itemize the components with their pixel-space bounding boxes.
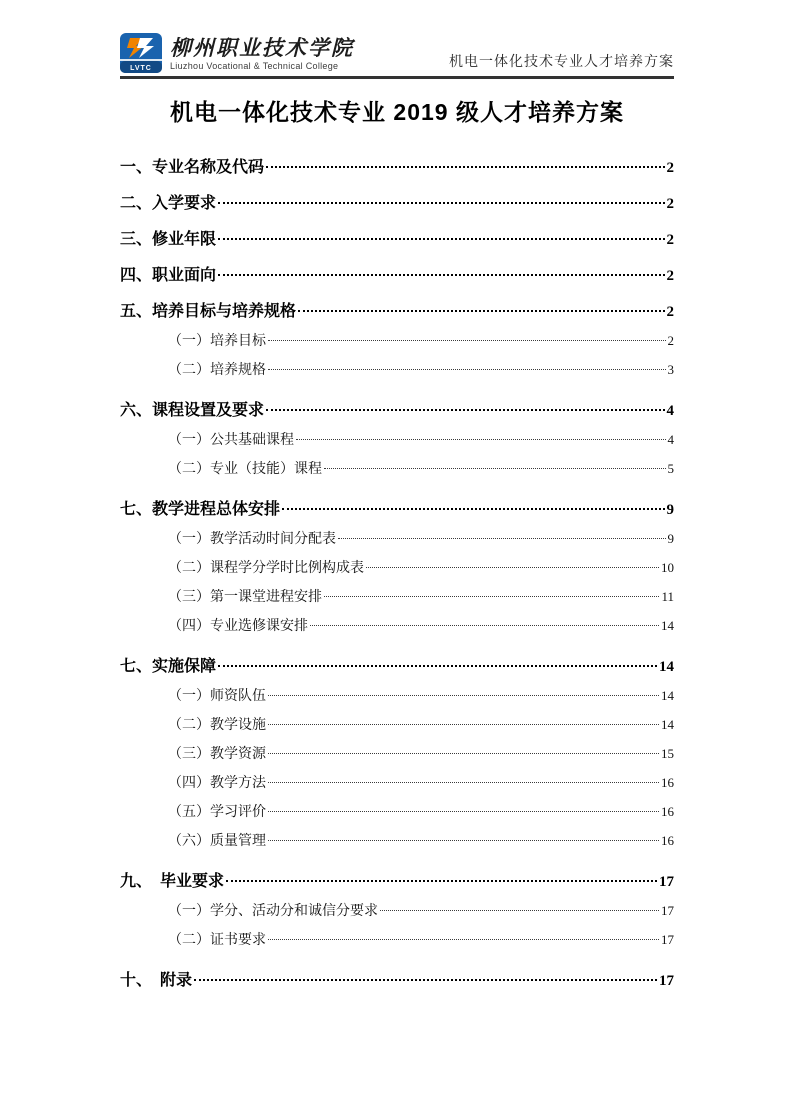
toc-entry-page: 14 — [661, 618, 674, 633]
toc-dot-leader — [266, 166, 664, 168]
toc-entry[interactable] — [120, 801, 674, 823]
toc-entry-page: 2 — [666, 232, 674, 248]
toc-dot-leader — [218, 238, 664, 240]
toc-entry-label: （一）学分、活动分和诚信分要求 — [168, 904, 378, 919]
toc-entry[interactable] — [120, 301, 674, 323]
toc-dot-leader — [194, 979, 657, 981]
toc-entry-label: 二、入学要求 — [120, 195, 217, 212]
toc-entry-label: 九、 毕业要求 — [120, 873, 225, 890]
toc-entry-page: 9 — [667, 531, 674, 546]
toc-entry-label: 三、修业年限 — [120, 231, 217, 248]
toc-dot-leader — [338, 538, 666, 539]
toc-entry-page: 14 — [661, 717, 674, 732]
toc-entry-label: （四）专业选修课安排 — [168, 619, 308, 634]
toc-dot-leader — [268, 695, 659, 696]
toc-entry-label: （一）培养目标 — [168, 334, 266, 349]
toc-dot-leader — [366, 567, 659, 568]
toc-dot-leader — [268, 753, 659, 754]
toc — [120, 157, 674, 992]
college-name-en: Liuzhou Vocational & Technical College — [170, 60, 339, 71]
toc-entry-label: （一）教学活动时间分配表 — [168, 532, 336, 547]
toc-entry-label: 七、教学进程总体安排 — [120, 501, 281, 518]
toc-entry-label: 一、专业名称及代码 — [120, 159, 265, 176]
toc-entry[interactable] — [120, 265, 674, 287]
toc-dot-leader — [268, 369, 666, 370]
toc-entry-label: 七、实施保障 — [120, 658, 217, 675]
college-logo — [120, 33, 354, 73]
toc-entry-page: 16 — [661, 775, 674, 790]
toc-entry-label: （三）第一课堂进程安排 — [168, 590, 322, 605]
toc-entry[interactable] — [120, 685, 674, 707]
toc-dot-leader — [268, 939, 659, 940]
toc-entry-page: 14 — [659, 659, 674, 675]
toc-entry-page: 17 — [659, 874, 674, 890]
toc-entry[interactable] — [120, 557, 674, 579]
toc-dot-leader — [218, 202, 664, 204]
toc-entry-page: 2 — [666, 304, 674, 320]
toc-entry-page: 10 — [661, 560, 674, 575]
toc-entry[interactable] — [120, 871, 674, 893]
toc-entry-page: 16 — [661, 804, 674, 819]
college-logo-icon — [120, 33, 162, 73]
toc-entry-page: 2 — [667, 333, 674, 348]
toc-entry-page: 2 — [666, 160, 674, 176]
toc-entry-page: 9 — [666, 502, 674, 518]
toc-entry-page: 16 — [661, 833, 674, 848]
toc-entry[interactable] — [120, 330, 674, 352]
toc-dot-leader — [324, 468, 666, 469]
toc-entry-label: （三）教学资源 — [168, 747, 266, 762]
header-rule — [120, 76, 674, 79]
toc-entry-page: 2 — [666, 196, 674, 212]
toc-entry[interactable] — [120, 193, 674, 215]
toc-dot-leader — [310, 625, 659, 626]
toc-entry-label: （二）专业（技能）课程 — [168, 462, 322, 477]
toc-entry-label: （四）教学方法 — [168, 776, 266, 791]
page-header — [120, 33, 674, 73]
toc-entry-label: 四、职业面向 — [120, 267, 217, 284]
toc-entry[interactable] — [120, 400, 674, 422]
toc-dot-leader — [226, 880, 657, 882]
toc-entry-page: 17 — [661, 932, 674, 947]
toc-entry-page: 3 — [667, 362, 674, 377]
toc-dot-leader — [266, 409, 664, 411]
toc-entry-label: （二）培养规格 — [168, 363, 266, 378]
toc-entry[interactable] — [120, 772, 674, 794]
toc-dot-leader — [380, 910, 659, 911]
toc-entry-page: 2 — [666, 268, 674, 284]
toc-entry[interactable] — [120, 743, 674, 765]
toc-entry-label: （六）质量管理 — [168, 834, 266, 849]
toc-entry[interactable] — [120, 970, 674, 992]
toc-entry[interactable] — [120, 157, 674, 179]
toc-dot-leader — [268, 811, 659, 812]
toc-entry-label: 五、培养目标与培养规格 — [120, 303, 297, 320]
toc-entry-label: （二）教学设施 — [168, 718, 266, 733]
college-name-zh: 柳州职业技术学院 — [170, 35, 354, 60]
toc-entry-page: 15 — [661, 746, 674, 761]
toc-entry-page: 11 — [661, 589, 674, 604]
college-name-block — [170, 36, 354, 71]
toc-entry-label: （一）公共基础课程 — [168, 433, 294, 448]
toc-entry-page: 4 — [666, 403, 674, 419]
toc-entry-label: （二）证书要求 — [168, 933, 266, 948]
toc-entry-page: 14 — [661, 688, 674, 703]
toc-entry-page: 4 — [667, 432, 674, 447]
toc-entry[interactable] — [120, 429, 674, 451]
toc-dot-leader — [218, 274, 664, 276]
toc-entry[interactable] — [120, 714, 674, 736]
toc-entry-label: 六、课程设置及要求 — [120, 402, 265, 419]
toc-entry[interactable] — [120, 615, 674, 637]
toc-entry[interactable] — [120, 528, 674, 550]
toc-entry[interactable] — [120, 929, 674, 951]
toc-entry[interactable] — [120, 656, 674, 678]
toc-entry[interactable] — [120, 900, 674, 922]
page-title: 机电一体化技术专业 2019 级人才培养方案 — [170, 99, 624, 125]
toc-entry-page: 5 — [667, 461, 674, 476]
toc-entry[interactable] — [120, 458, 674, 480]
toc-dot-leader — [218, 665, 657, 667]
toc-entry-page: 17 — [661, 903, 674, 918]
toc-dot-leader — [268, 340, 666, 341]
toc-dot-leader — [298, 310, 664, 312]
logo-acronym: LVTC — [130, 65, 152, 72]
toc-dot-leader — [296, 439, 666, 440]
toc-dot-leader — [282, 508, 664, 510]
toc-dot-leader — [268, 724, 659, 725]
toc-entry-label: （五）学习评价 — [168, 805, 266, 820]
toc-dot-leader — [268, 840, 659, 841]
header-doc-title: 机电一体化技术专业人才培养方案 — [449, 55, 674, 70]
toc-entry[interactable] — [120, 359, 674, 381]
toc-entry[interactable] — [120, 229, 674, 251]
toc-entry-page: 17 — [659, 973, 674, 989]
toc-entry-label: （一）师资队伍 — [168, 689, 266, 704]
toc-entry-label: 十、 附录 — [120, 972, 193, 989]
toc-entry[interactable] — [120, 586, 674, 608]
toc-entry[interactable] — [120, 830, 674, 852]
toc-entry[interactable] — [120, 499, 674, 521]
toc-dot-leader — [324, 596, 659, 597]
toc-entry-label: （二）课程学分学时比例构成表 — [168, 561, 364, 576]
toc-dot-leader — [268, 782, 659, 783]
